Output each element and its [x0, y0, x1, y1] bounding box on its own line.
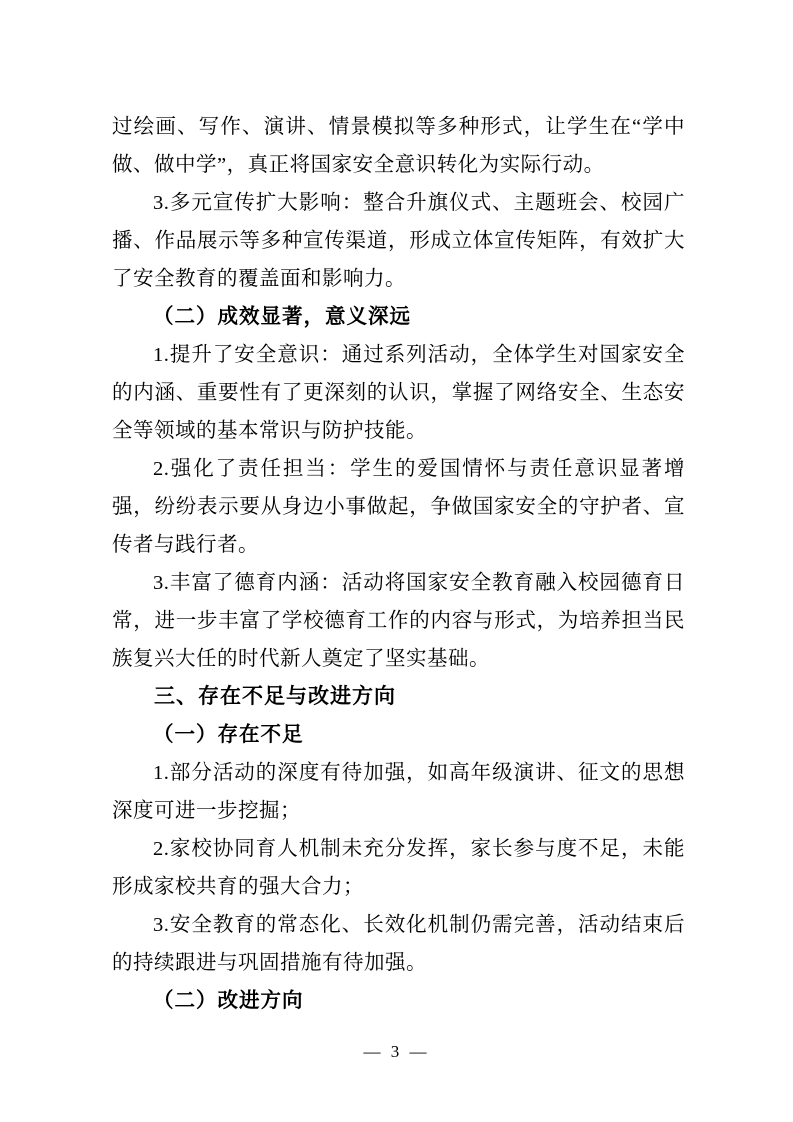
paragraph: 3.丰富了德育内涵：活动将国家安全教育融入校园德育日常，进一步丰富了学校德育工作的内容与形式，为培养担当民族复兴大任的时代新人奠定了坚实基础。	[112, 572, 685, 670]
section-heading: 三、存在不足与改进方向	[154, 685, 396, 708]
paragraph: 3.多元宣传扩大影响：整合升旗仪式、主题班会、校园广播、作品展示等多种宣传渠道，形成立体宣传矩阵，有效扩大了安全教育的覆盖面和影响力。	[112, 192, 685, 290]
sub-heading: （一）存在不足	[153, 723, 304, 746]
paragraph: 3.安全教育的常态化、长效化机制仍需完善，活动结束后的持续跟进与巩固措施有待加强。	[112, 914, 685, 974]
paragraph: 1.部分活动的深度有待加强，如高年级演讲、征文的思想深度可进一步挖掘；	[112, 762, 685, 822]
paragraph: 1.提升了安全意识：通过系列活动，全体学生对国家安全的内涵、重要性有了更深刻的认识，掌握了网络安全、生态安全等领域的基本常识与防护技能。	[112, 344, 685, 442]
paragraph: 2.强化了责任担当：学生的爱国情怀与责任意识显著增强，纷纷表示要从身边小事做起，争做国家安全的守护者、宣传者与践行者。	[112, 458, 685, 556]
paragraph: 过绘画、写作、演讲、情景模拟等多种形式，让学生在“学中做、做中学”，真正将国家安全意识转化为实际行动。	[112, 116, 685, 176]
paragraph: 2.家校协同育人机制未充分发挥，家长参与度不足，未能形成家校共育的强大合力；	[112, 838, 685, 898]
page-number: — 3 —	[363, 1042, 430, 1061]
sub-heading: （二）成效显著，意义深远	[153, 305, 411, 328]
document-body	[112, 108, 685, 1020]
sub-heading: （二）改进方向	[153, 989, 304, 1012]
